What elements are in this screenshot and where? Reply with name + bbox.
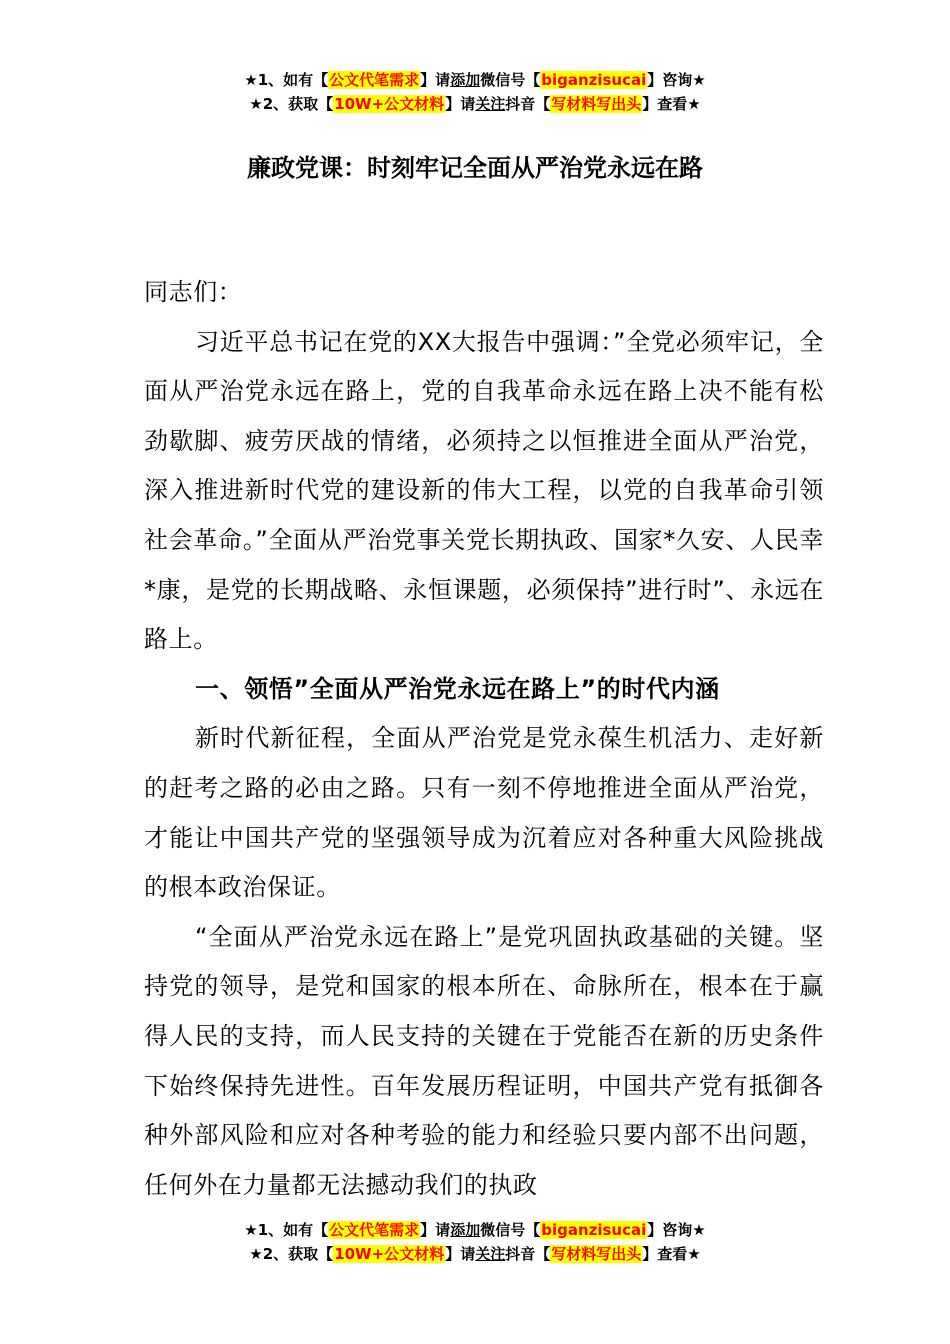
section-heading-1: 一、领悟”全面从严治党永远在路上”的时代内涵 <box>195 674 720 703</box>
banner-text: 抖音【 <box>505 1245 551 1263</box>
banner-text: 】请 <box>420 71 451 89</box>
highlight-service: 公文代笔需求 <box>329 1221 420 1239</box>
banner-underlined-text: 添加 <box>450 1221 481 1239</box>
document-title: 廉政党课：时刻牢记全面从严治党永远在路 <box>247 154 703 182</box>
banner-text: ★1、如有【 <box>244 1221 329 1239</box>
banner-text: 】请 <box>420 1221 451 1239</box>
paragraph-2: 新时代新征程，全面从严治党是党永葆生机活力、走好新的赶考之路的必由之路。只有一刻不停地推进全面从严治党，才能让中国共产党的坚强领导成为沉着应对各种重大风险挑战的根本政治保证。 <box>144 724 824 902</box>
document-body <box>144 268 824 1210</box>
banner-text: 微信号【 <box>480 1221 541 1239</box>
salutation: 同志们： <box>144 278 243 306</box>
paragraph-3: “全面从严治党永远在路上”是党巩固执政基础的关键。坚持党的领导，是党和国家的根本所在、命脉所在，根本在于赢得人民的支持，而人民支持的关键在于党能否在新的历史条件下始终保持先进性。百年发展历程证明，中国共产党有抵御各种外部风险和应对各种考验的能力和经验只要内部不出问题，任何外在力量都无法撼动我们的执政 <box>144 922 824 1199</box>
banner-line-1 <box>0 68 950 92</box>
header-banner <box>0 68 950 116</box>
highlight-douyin-account: 写材料写出头 <box>551 95 642 113</box>
highlight-douyin-account: 写材料写出头 <box>551 1245 642 1263</box>
highlight-wechat-id: biganzisucai <box>541 1221 647 1239</box>
banner-line-1 <box>0 1218 950 1242</box>
banner-text: ★1、如有【 <box>244 71 329 89</box>
banner-text: ★2、获取【 <box>249 1245 334 1263</box>
highlight-wechat-id: biganzisucai <box>541 71 647 89</box>
banner-text: 】咨询★ <box>647 1221 706 1239</box>
banner-underlined-text: 关注 <box>475 1245 506 1263</box>
footer-banner <box>0 1218 950 1266</box>
banner-text: ★2、获取【 <box>249 95 334 113</box>
highlight-materials: 10W+公文材料 <box>334 95 445 113</box>
banner-text: 抖音【 <box>505 95 551 113</box>
banner-line-2 <box>0 92 950 116</box>
highlight-service: 公文代笔需求 <box>329 71 420 89</box>
banner-text: 】查看★ <box>642 95 701 113</box>
banner-text: 】请 <box>445 1245 476 1263</box>
banner-underlined-text: 关注 <box>475 95 506 113</box>
banner-text: 】咨询★ <box>647 71 706 89</box>
banner-text: 】查看★ <box>642 1245 701 1263</box>
banner-underlined-text: 添加 <box>450 71 481 89</box>
banner-text: 微信号【 <box>480 71 541 89</box>
highlight-materials: 10W+公文材料 <box>334 1245 445 1263</box>
banner-text: 】请 <box>445 95 476 113</box>
paragraph-1: 习近平总书记在党的XX大报告中强调：”全党必须牢记，全面从严治党永远在路上，党的自我革命永远在路上决不能有松劲歇脚、疲劳厌战的情绪，必须持之以恒推进全面从严治党，深入推进新时代党的建设新的伟大工程，以党的自我革命引领社会革命。”全面从严治党事关党长期执政、国家*久安、人民幸*康，是党的长期战略、永恒课题，必须保持”进行时”、永远在路上。 <box>144 327 824 654</box>
banner-line-2 <box>0 1242 950 1266</box>
